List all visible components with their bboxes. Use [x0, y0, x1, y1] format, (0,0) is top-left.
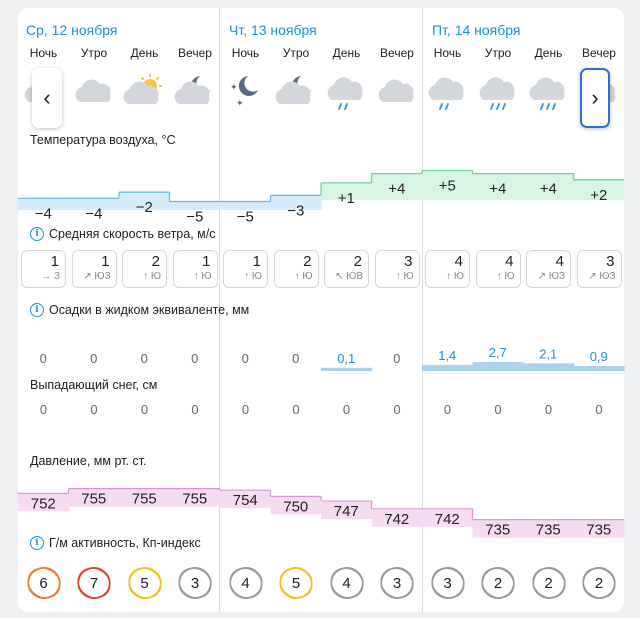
- wind-direction: ↑ Ю: [496, 271, 515, 282]
- cloud-rain-icon: [523, 70, 574, 114]
- pressure-value: 750: [283, 498, 309, 516]
- day-header-2: Чт, 13 ноября: [229, 22, 317, 38]
- snow-value: 0: [342, 402, 351, 417]
- wind-cell: [577, 250, 622, 288]
- wind-speed: 1: [50, 253, 59, 270]
- chevron-left-icon: ‹: [43, 85, 51, 110]
- svg-text:✦: ✦: [236, 98, 244, 108]
- temp-value: −3: [287, 202, 305, 220]
- cloud-icon: [69, 70, 120, 114]
- snow-value: 0: [39, 402, 48, 417]
- wind-speed: 2: [353, 253, 362, 270]
- kp-value: 7: [89, 574, 99, 592]
- period-label: День: [534, 46, 563, 60]
- temp-value: −4: [34, 205, 52, 223]
- day-header-1: Ср, 12 ноября: [26, 22, 118, 38]
- kp-value: 3: [392, 574, 402, 592]
- temp-value: −5: [236, 208, 254, 226]
- kp-value: 2: [594, 574, 604, 592]
- precip-value: 2,1: [539, 346, 558, 362]
- forecast-card: [18, 8, 624, 612]
- geomag-title: i Г/м активность, Кп-индекс: [30, 536, 201, 550]
- precip-bar: [422, 365, 473, 371]
- kp-badge: [378, 564, 416, 602]
- wind-cell: [274, 250, 319, 288]
- chevron-right-icon: ›: [591, 85, 599, 110]
- period-label: Ночь: [29, 46, 58, 60]
- wind-title: i Средняя скорость ветра, м/с: [30, 227, 215, 241]
- wind-cell: [72, 250, 117, 288]
- wind-direction: ↑ Ю: [143, 271, 161, 282]
- kp-value: 3: [443, 574, 452, 592]
- period-label: Вечер: [582, 46, 616, 60]
- wind-cell: [476, 250, 521, 288]
- snow-value: 0: [393, 402, 401, 417]
- precip-value: 0: [292, 351, 300, 366]
- kp-badge: [530, 564, 568, 602]
- precip-value: 0: [90, 351, 98, 366]
- period-label: Ночь: [433, 46, 462, 60]
- pressure-value: 755: [182, 490, 208, 508]
- cloud-rain-icon: [422, 70, 473, 114]
- snow-value: 0: [191, 402, 199, 417]
- info-icon[interactable]: i: [30, 227, 44, 241]
- kp-value: 2: [493, 574, 503, 592]
- precip-bar: [523, 363, 574, 371]
- temp-value: +1: [337, 189, 355, 207]
- precip-value: 0: [39, 351, 47, 366]
- wind-speed: 4: [505, 253, 514, 270]
- moon-stars-icon: [220, 70, 271, 114]
- snow-value: 0: [90, 402, 98, 417]
- pressure-title: Давление, мм рт. ст.: [30, 454, 147, 468]
- kp-value: 4: [241, 574, 250, 592]
- temp-value: −2: [135, 199, 153, 217]
- period-label: Утро: [80, 46, 108, 60]
- kp-badge: [25, 564, 63, 602]
- temp-value: +4: [539, 180, 557, 198]
- snow-value: 0: [595, 402, 603, 417]
- snow-value: 0: [494, 402, 502, 417]
- pressure-value: 735: [535, 521, 561, 539]
- wind-speed: 2: [151, 253, 160, 270]
- wind-direction: ↑ Ю: [395, 271, 414, 282]
- wind-speed: 3: [404, 253, 413, 270]
- wind-cell: [21, 250, 66, 288]
- kp-badge: [479, 564, 517, 602]
- prev-button[interactable]: [32, 68, 62, 128]
- moon-cloud-icon: [170, 70, 221, 114]
- temp-value: −4: [85, 205, 103, 223]
- info-icon[interactable]: i: [30, 303, 44, 317]
- temp-value: −5: [186, 208, 204, 226]
- kp-value: 5: [291, 574, 301, 592]
- wind-direction: ↗ ЮЗ: [588, 271, 616, 282]
- kp-badge: [580, 564, 618, 602]
- wind-cell: [526, 250, 571, 288]
- wind-cell: [122, 250, 167, 288]
- kp-badge: [328, 564, 366, 602]
- period-label: Вечер: [178, 46, 212, 60]
- temp-value: +4: [489, 180, 507, 198]
- precip-chart: [18, 333, 624, 373]
- kp-badge: [176, 564, 214, 602]
- temperature-title: Температура воздуха, °C: [30, 133, 176, 147]
- next-button[interactable]: [580, 68, 610, 128]
- kp-badge: [126, 564, 164, 602]
- period-label: Ночь: [231, 46, 260, 60]
- precip-value: 1,4: [438, 347, 457, 363]
- wind-speed: 1: [202, 253, 211, 270]
- pressure-value: 752: [30, 495, 56, 513]
- precip-value: 0: [241, 351, 249, 366]
- kp-value: 3: [190, 574, 200, 592]
- wind-direction: ↑ Ю: [244, 271, 262, 282]
- wind-direction: ↑ Ю: [446, 271, 464, 282]
- pressure-value: 735: [485, 521, 511, 539]
- precip-value: 0,1: [337, 350, 356, 366]
- temp-value: +5: [438, 177, 456, 195]
- kp-badge: [277, 564, 315, 602]
- snow-value: 0: [443, 402, 452, 417]
- wind-direction: → З: [41, 271, 60, 282]
- kp-badge: [227, 564, 265, 602]
- pressure-value: 754: [232, 492, 258, 510]
- wind-cell: [173, 250, 218, 288]
- precip-value: 2,7: [488, 345, 507, 361]
- wind-speed: 1: [252, 253, 261, 270]
- precip-value: 0: [393, 351, 401, 366]
- kp-value: 2: [544, 574, 553, 592]
- day-header-3: Пт, 14 ноября: [432, 22, 521, 38]
- wind-speed: 2: [303, 253, 312, 270]
- sun-cloud-icon: [119, 70, 170, 114]
- wind-speed: 3: [606, 253, 615, 270]
- pressure-value: 747: [333, 503, 359, 521]
- precip-bar: [574, 366, 625, 371]
- kp-badge: [429, 564, 467, 602]
- wind-direction: ↗ ЮЗ: [537, 271, 565, 282]
- wind-cell: [425, 250, 470, 288]
- snow-value: 0: [544, 402, 553, 417]
- wind-cell: [375, 250, 420, 288]
- period-label: Вечер: [380, 46, 414, 60]
- wind-direction: ↗ ЮЗ: [83, 271, 111, 282]
- precip-value: 0: [140, 351, 148, 366]
- kp-badge: [75, 564, 113, 602]
- info-icon[interactable]: i: [30, 536, 44, 550]
- period-label: Утро: [484, 46, 512, 60]
- snow-value: 0: [140, 402, 149, 417]
- kp-value: 6: [39, 574, 48, 592]
- wind-cell: [324, 250, 369, 288]
- precip-bar: [321, 368, 372, 371]
- wind-cell: [223, 250, 268, 288]
- svg-text:✦: ✦: [230, 82, 238, 92]
- pressure-value: 735: [586, 521, 612, 539]
- temperature-chart: [18, 148, 624, 228]
- wind-speed: 4: [555, 253, 564, 270]
- moon-cloud-icon: [271, 70, 322, 114]
- pressure-chart: [18, 470, 624, 539]
- precip-bar: [473, 362, 524, 371]
- temp-value: +2: [590, 186, 608, 204]
- pressure-value: 742: [384, 510, 410, 528]
- precip-value: 0,9: [589, 349, 608, 365]
- cloud-rain-icon: [321, 70, 372, 114]
- cloud-rain-icon: [473, 70, 524, 114]
- wind-speed: 1: [101, 253, 110, 270]
- kp-value: 4: [342, 574, 351, 592]
- period-label: День: [332, 46, 361, 60]
- period-label: День: [130, 46, 159, 60]
- temp-value: +4: [388, 180, 406, 198]
- period-label: Утро: [282, 46, 310, 60]
- wind-speed: 4: [454, 253, 463, 270]
- wind-direction: ↖ ЮВ: [335, 271, 363, 282]
- snow-value: 0: [292, 402, 300, 417]
- wind-direction: ↑ Ю: [193, 271, 212, 282]
- kp-value: 5: [140, 574, 149, 592]
- cloud-icon: [372, 70, 423, 114]
- pressure-value: 755: [81, 490, 107, 508]
- precip-value: 0: [191, 351, 199, 366]
- snow-title: Выпадающий снег, см: [30, 378, 158, 392]
- snow-value: 0: [241, 402, 250, 417]
- precip-title: i Осадки в жидком эквиваленте, мм: [30, 303, 249, 317]
- pressure-value: 755: [131, 490, 157, 508]
- wind-direction: ↑ Ю: [294, 271, 313, 282]
- pressure-value: 742: [434, 510, 460, 528]
